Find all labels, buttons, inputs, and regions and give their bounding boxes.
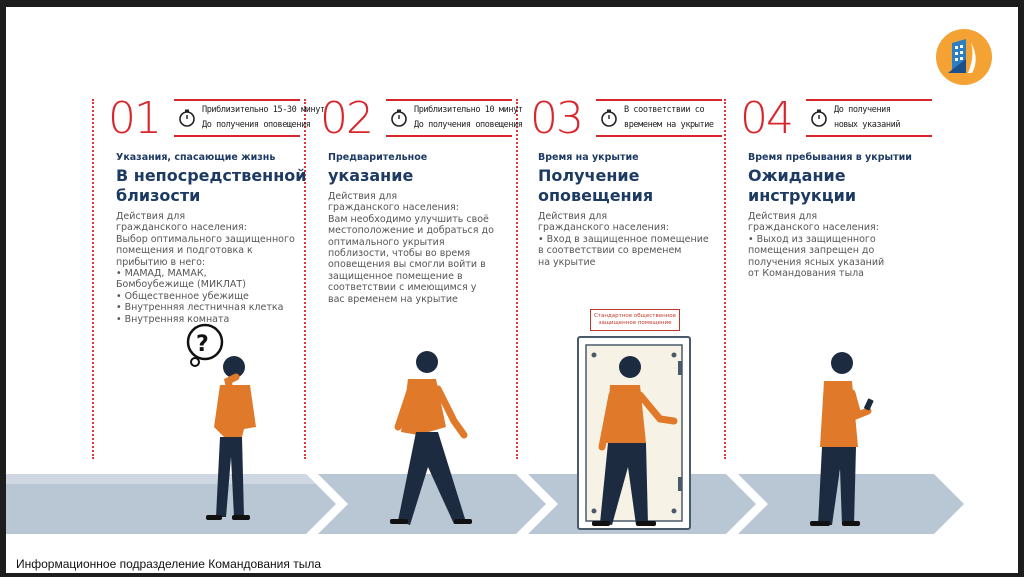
desc-line: Вам необходимо улучшить своё (328, 213, 489, 225)
step-number: 03 (530, 93, 582, 144)
question-mark: ? (196, 332, 209, 357)
footer-credit: Информационное подразделение Командования тыла (16, 557, 321, 571)
desc-line: поблизости, чтобы во время (328, 248, 471, 260)
time-line-1: Приблизительно 15-30 минут (202, 105, 325, 115)
desc-line: • Внутренняя комната (116, 313, 230, 325)
desc-line: помещения запрещен до (748, 245, 875, 257)
title-line-1: В непосредственной (116, 166, 307, 185)
sign-line-2: защищенное помещение (598, 320, 672, 326)
desc-line: соответствии с имеющимся у (328, 282, 477, 294)
person-with-phone-icon (810, 352, 874, 526)
time-line-1: В соответствии со (624, 105, 705, 115)
step-number: 01 (108, 93, 160, 144)
desc-line: на укрытие (538, 256, 596, 268)
infographic-page (6, 7, 1018, 573)
desc-line: Выбор оптимального защищенного (116, 233, 295, 245)
desc-line: местоположение и добраться до (328, 225, 494, 237)
desc-line: гражданского населения: (748, 222, 879, 234)
shelter-sign (590, 309, 680, 331)
desc-line: помещения и подготовка к (116, 245, 253, 257)
desc-line: • Выход из защищенного (748, 233, 876, 245)
title-line-1: Ожидание (748, 166, 846, 185)
title-line-2: близости (116, 186, 201, 205)
time-line-2: До получения оповещения (414, 120, 523, 130)
desc-line: Действия для (328, 191, 398, 202)
desc-line: оповещения вы смогли войти в (328, 259, 486, 271)
desc-line: гражданского населения: (116, 222, 247, 234)
desc-line: вас временем на укрытие (328, 293, 458, 305)
step-subtitle: Время на укрытие (538, 152, 639, 163)
desc-line: Действия для (116, 211, 186, 222)
step-subtitle: Предварительное (328, 152, 428, 163)
walking-person-icon (390, 351, 472, 525)
time-line-1: Приблизительно 10 минут (414, 105, 523, 115)
desc-line: защищенное помещение в (328, 270, 463, 282)
desc-line: от Командования тыла (748, 268, 864, 280)
title-line-1: Получение (538, 166, 640, 185)
step-number: 02 (320, 93, 372, 144)
desc-line: • МАМАД, МАМАК, (116, 268, 207, 280)
time-line-1: До получения (834, 105, 891, 115)
desc-line: прибытию в него: (116, 256, 206, 268)
desc-line: получения ясных указаний (748, 256, 885, 268)
desc-line: • Внутренняя лестничная клетка (116, 302, 284, 314)
desc-line: Действия для (538, 211, 608, 222)
desc-line: оптимального укрытия (328, 236, 445, 248)
title-line-2: оповещения (538, 186, 654, 205)
title-line-1: указание (328, 166, 414, 185)
step-subtitle: Время пребывания в укрытии (748, 152, 912, 163)
time-line-2: временем на укрытие (624, 120, 714, 130)
step-subtitle: Указания, спасающие жизнь (116, 152, 276, 163)
desc-line: гражданского населения: (538, 222, 669, 234)
time-line-2: До получения оповещения (202, 120, 311, 130)
illustrations (6, 7, 1018, 573)
time-line-2: новых указаний (834, 120, 901, 130)
desc-line: в соответствии со временем (538, 245, 682, 257)
desc-line: • Общественное убежище (116, 290, 249, 302)
sign-line-1: Стандартное общественное (593, 313, 677, 319)
step-number: 04 (740, 93, 792, 144)
title-line-2: инструкции (748, 186, 857, 205)
desc-line: • Вход в защищенное помещение (538, 233, 709, 245)
desc-line: Бомбоубежище (МИКЛАТ) (116, 279, 246, 291)
desc-line: Действия для (748, 211, 818, 222)
desc-line: гражданского населения: (328, 202, 459, 214)
